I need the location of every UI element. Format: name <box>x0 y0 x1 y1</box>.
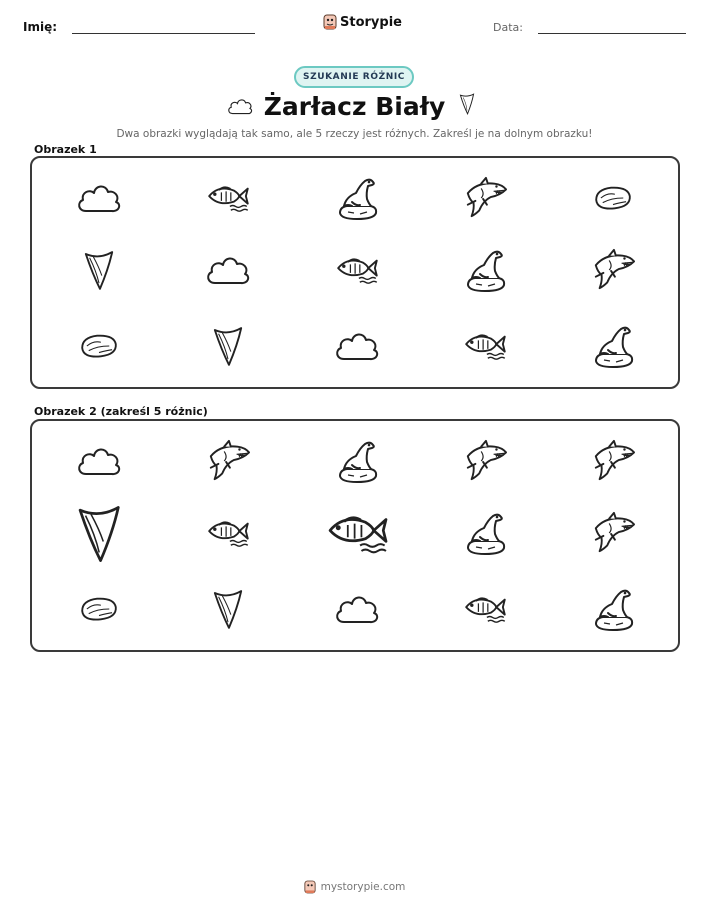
fish-icon <box>462 593 508 625</box>
seal-icon <box>462 510 508 556</box>
seal-icon <box>590 586 636 632</box>
picture2-cell-3-2[interactable] <box>212 586 244 632</box>
picture2-cell-1-4[interactable] <box>462 439 508 483</box>
footer-url[interactable]: mystorypie.com <box>320 881 406 893</box>
fish-icon <box>205 182 251 214</box>
seal-icon <box>334 438 380 484</box>
footer <box>0 880 709 894</box>
picture2-cell-2-4[interactable] <box>462 510 508 556</box>
storypie-mascot-icon <box>323 14 337 30</box>
fish-icon <box>462 330 508 362</box>
picture1-cell-1-1 <box>75 180 123 216</box>
picture1-cell-1-3 <box>334 175 380 221</box>
picture2-cell-3-4[interactable] <box>462 593 508 625</box>
fish-icon <box>334 254 380 286</box>
picture1-cell-3-1 <box>78 332 120 360</box>
picture2-panel[interactable] <box>30 419 680 652</box>
fish-icon <box>205 517 251 549</box>
date-label: Data: <box>493 21 523 34</box>
rock-icon <box>78 332 120 360</box>
picture2-cell-3-1[interactable] <box>78 595 120 623</box>
name-label: Imię: <box>23 20 58 34</box>
picture2-cell-2-3[interactable] <box>324 510 391 556</box>
fish-icon <box>324 510 391 556</box>
picture1-cell-3-4 <box>462 330 508 362</box>
shark-icon <box>462 439 508 483</box>
picture1-cell-1-4 <box>462 176 508 220</box>
cloud-icon <box>75 180 123 216</box>
picture1-cell-3-3 <box>333 328 381 364</box>
cloud-icon <box>204 252 252 288</box>
picture2-label: Obrazek 2 (zakreśl 5 różnic) <box>34 405 208 418</box>
picture2-cell-1-2[interactable] <box>205 439 251 483</box>
brand-name: Storypie <box>340 14 402 30</box>
rock-icon <box>78 595 120 623</box>
name-input-line[interactable] <box>72 33 255 34</box>
picture1-cell-1-2 <box>205 182 251 214</box>
picture1-cell-2-2 <box>204 252 252 288</box>
title-row <box>0 92 709 126</box>
brand-logo <box>323 14 402 30</box>
picture2-cell-1-3[interactable] <box>334 438 380 484</box>
shark-icon <box>462 176 508 220</box>
storypie-mascot-icon <box>304 880 316 894</box>
picture2-cell-2-2[interactable] <box>205 517 251 549</box>
picture2-cell-2-5[interactable] <box>590 511 636 555</box>
picture1-cell-2-5 <box>590 248 636 292</box>
picture1-label: Obrazek 1 <box>34 143 97 156</box>
activity-badge: SZUKANIE RÓŻNIC <box>294 66 414 88</box>
picture1-cell-2-3 <box>334 254 380 286</box>
page-title: Żarłacz Biały <box>263 92 446 121</box>
picture2-cell-1-1[interactable] <box>75 443 123 479</box>
seal-icon <box>334 175 380 221</box>
shark-tooth-icon <box>76 500 122 567</box>
picture1-cell-2-4 <box>462 247 508 293</box>
picture2-cell-3-3[interactable] <box>333 591 381 627</box>
picture2-cell-3-5[interactable] <box>590 586 636 632</box>
picture1-cell-3-2 <box>212 323 244 369</box>
shark-icon <box>590 248 636 292</box>
date-input-line[interactable] <box>538 33 686 34</box>
picture1-cell-3-5 <box>590 323 636 369</box>
cloud-icon <box>75 443 123 479</box>
picture1-cell-1-5 <box>592 184 634 212</box>
shark-tooth-icon <box>212 323 244 369</box>
picture2-cell-1-5[interactable] <box>590 439 636 483</box>
shark-icon <box>590 511 636 555</box>
shark-tooth-icon <box>456 92 478 116</box>
shark-tooth-icon <box>83 247 115 293</box>
picture1-cell-2-1 <box>83 247 115 293</box>
seal-icon <box>590 323 636 369</box>
shark-icon <box>205 439 251 483</box>
shark-tooth-icon <box>212 586 244 632</box>
instructions: Dwa obrazki wyglądają tak samo, ale 5 rzeczy jest różnych. Zakreśl je na dolnym obrazku! <box>116 128 593 140</box>
picture1-panel <box>30 156 680 389</box>
seal-icon <box>462 247 508 293</box>
cloud-icon <box>333 328 381 364</box>
picture2-cell-2-1[interactable] <box>76 500 122 567</box>
shark-icon <box>590 439 636 483</box>
rock-icon <box>592 184 634 212</box>
cloud-icon <box>333 591 381 627</box>
